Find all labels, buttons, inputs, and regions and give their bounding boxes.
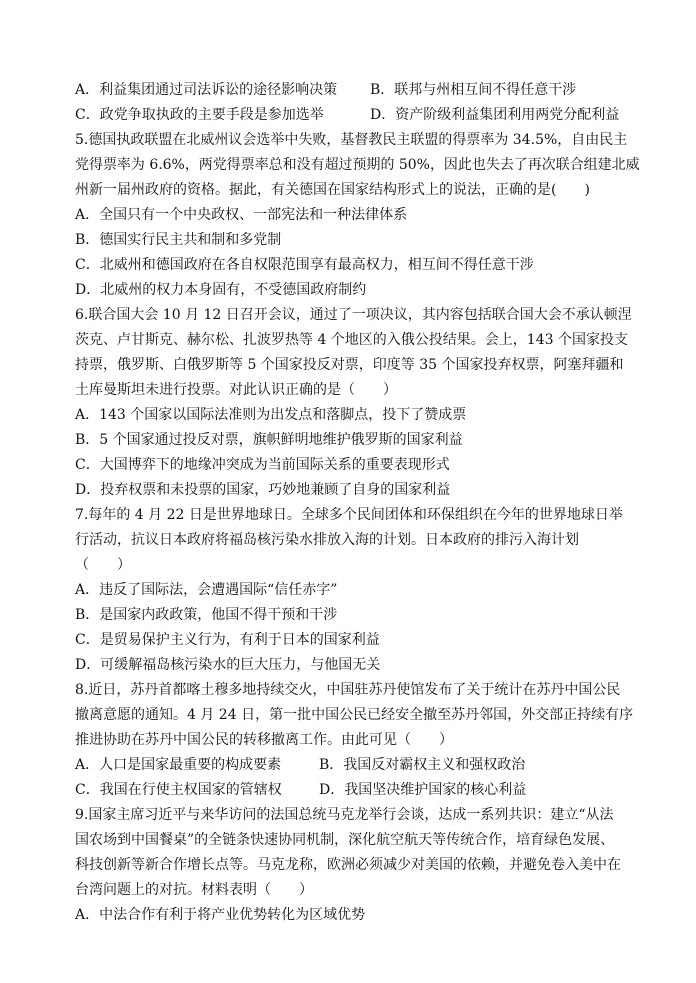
- q6-option-c: C．大国博弈下的地缘冲突成为当前国际关系的重要表现形式: [75, 457, 450, 473]
- q7-stem-line: 行活动，抗议日本政府将福岛核污染水排放入海的计划。日本政府的排污入海计划: [75, 532, 579, 548]
- q8-option-b: B．我国反对霸权主义和强权政治: [319, 757, 526, 773]
- q6-stem-line: 6.联合国大会 10 月 12 日召开会议，通过了一项决议，其内容包括联合国大会不承认顿涅: [75, 307, 632, 323]
- q6-stem-line: 土库曼斯坦未进行投票。对此认识正确的是（ ）: [75, 382, 397, 398]
- q8-stem-line: 8.近日，苏丹首都喀土穆多地持续交火，中国驻苏丹使馆发布了关于统计在苏丹中国公民: [75, 682, 621, 698]
- q4-option-b: B．联邦与州相互间不得任意干涉: [370, 82, 577, 98]
- q9-stem-line: 国农场到中国餐桌”的全链条快速协同机制，深化航空航天等传统合作，培育绿色发展、: [75, 832, 615, 848]
- q5-stem-line: 党得票率为 6.6%，两党得票率总和没有超过预期的 50%，因此也失去了再次联合组建北威: [75, 157, 640, 173]
- q7-option-c: C．是贸易保护主义行为，有利于日本的国家利益: [75, 632, 380, 648]
- q9-option-a: A．中法合作有利于将产业优势转化为区域优势: [75, 907, 366, 923]
- q4-option-a: A．利益集团通过司法诉讼的途径影响决策: [75, 82, 338, 98]
- q8-option-a: A．人口是国家最重要的构成要素: [75, 757, 282, 773]
- q7-stem-line: （ ）: [75, 557, 131, 573]
- q8-stem-line: 撤离意愿的通知。4 月 24 日，第一批中国公民已经安全撤至苏丹邻国，外交部正持续有序: [75, 707, 634, 723]
- q6-option-a: A．143 个国家以国际法准则为出发点和落脚点，投下了赞成票: [75, 407, 467, 423]
- q5-option-a: A．全国只有一个中央政权、一部宪法和一种法律体系: [75, 207, 408, 223]
- q5-option-c: C．北威州和德国政府在各自权限范围享有最高权力，相互间不得任意干涉: [75, 257, 534, 273]
- q5-stem-line: 州新一届州政府的资格。据此，有关德国在国家结构形式上的说法，正确的是( ): [75, 182, 590, 198]
- q6-option-d: D．投弃权票和未投票的国家，巧妙地兼顾了自身的国家利益: [75, 482, 451, 498]
- q7-option-b: B．是国家内政政策，他国不得干预和干涉: [75, 607, 338, 623]
- q8-stem-line: 推进协助在苏丹中国公民的转移撤离工作。由此可见（ ）: [75, 732, 453, 748]
- q9-stem-line: 9.国家主席习近平与来华访问的法国总统马克龙举行会谈，达成一系列共识：建立“从法: [75, 807, 614, 823]
- q8-option-d: D．我国坚决维护国家的核心利益: [319, 782, 527, 798]
- q5-option-b: B．德国实行民主共和制和多党制: [75, 232, 282, 248]
- q5-stem-line: 5.德国执政联盟在北威州议会选举中失败，基督教民主联盟的得票率为 34.5%，自由民主: [75, 132, 628, 148]
- q4-option-d: D．资产阶级利益集团利用两党分配利益: [370, 107, 620, 123]
- q9-stem-line: 台湾问题上的对抗。材料表明（ ）: [75, 882, 313, 898]
- q9-stem-line: 科技创新等新合作增长点等。马克龙称，欧洲必须减少对美国的依赖，并避免卷入美中在: [75, 857, 621, 873]
- q7-option-a: A．违反了国际法，会遭遇国际“信任赤字”: [75, 582, 338, 598]
- q6-stem-line: 持票，俄罗斯、白俄罗斯等 5 个国家投反对票，印度等 35 个国家投弃权票，阿塞拜疆和: [75, 357, 624, 373]
- q8-option-c: C．我国在行使主权国家的管辖权: [75, 782, 282, 798]
- q7-option-d: D．可缓解福岛核污染水的巨大压力，与他国无关: [75, 657, 381, 673]
- q7-stem-line: 7.每年的 4 月 22 日是世界地球日。全球多个民间团体和环保组织在今年的世界地球日举: [75, 507, 623, 523]
- q6-stem-line: 茨克、卢甘斯克、赫尔松、扎波罗热等 4 个地区的入俄公投结果。会上，143 个国家投支: [75, 332, 628, 348]
- q6-option-b: B．5 个国家通过投反对票，旗帜鲜明地维护俄罗斯的国家利益: [75, 432, 463, 448]
- q5-option-d: D．北威州的权力本身固有，不受德国政府制约: [75, 282, 367, 298]
- q4-option-c: C．政党争取执政的主要手段是参加选举: [75, 107, 324, 123]
